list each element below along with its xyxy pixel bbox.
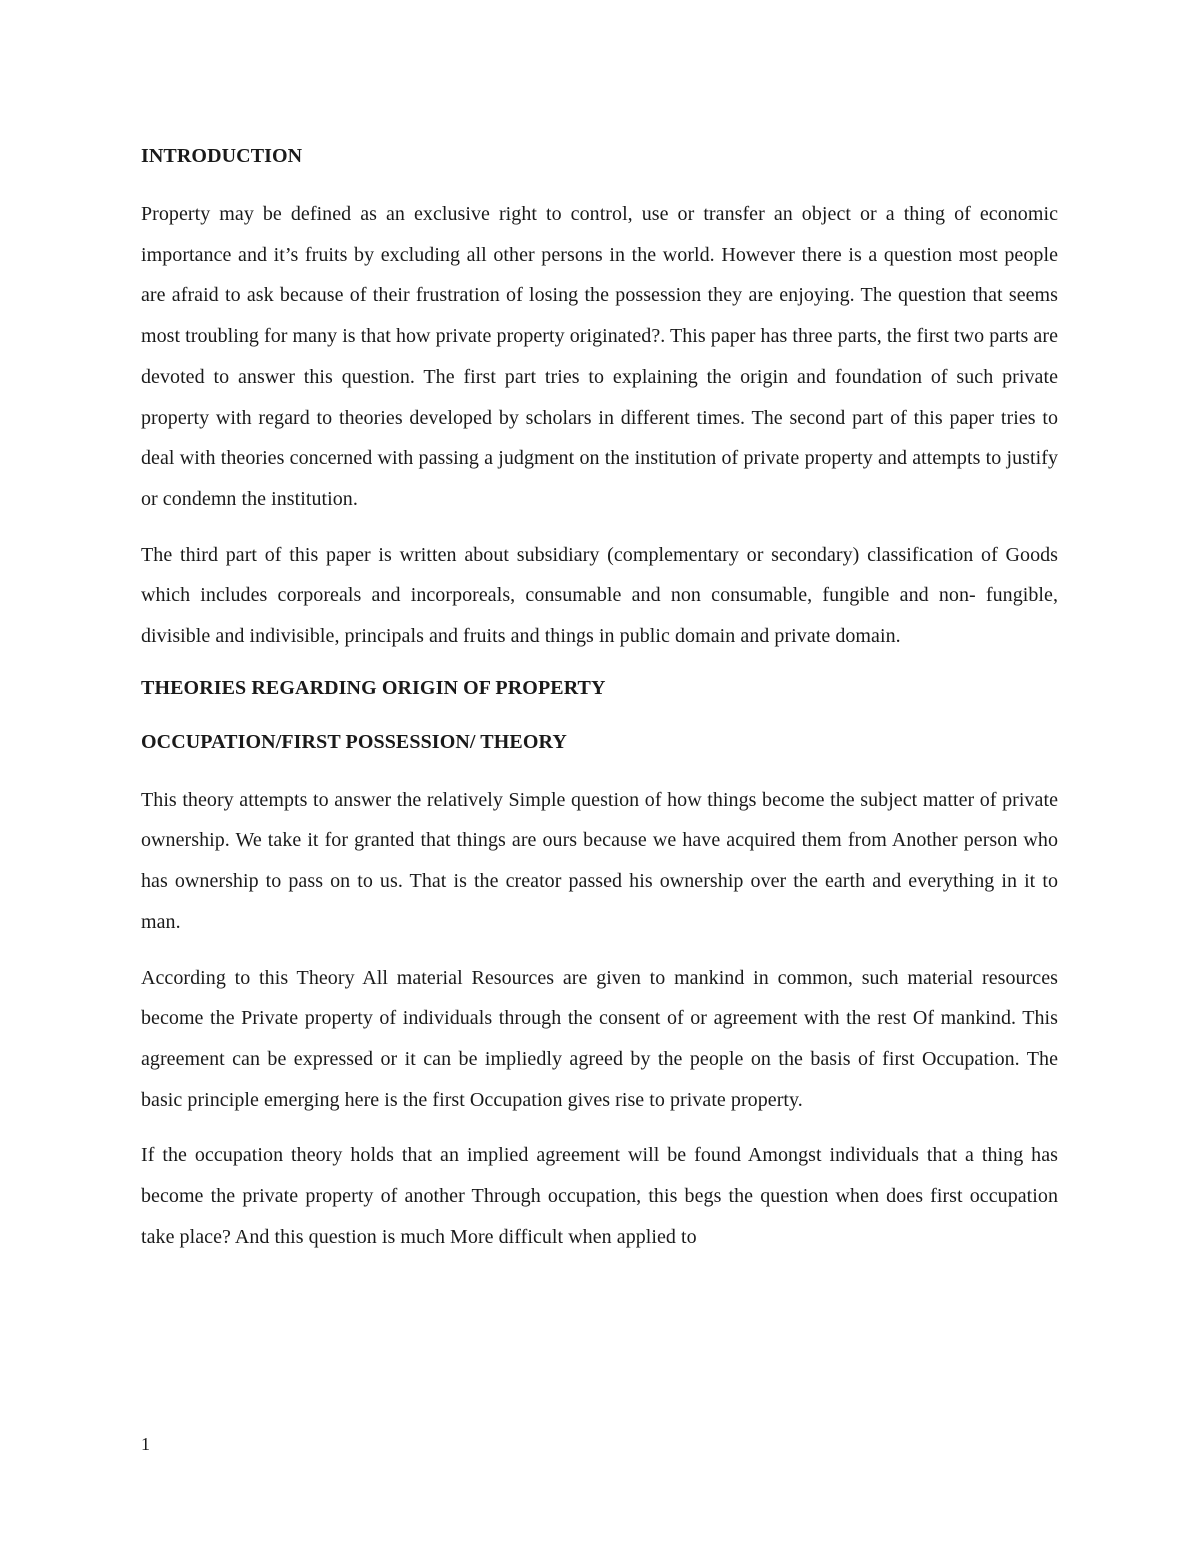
paragraph-occupation-intro: This theory attempts to answer the relatively Simple question of how things become the subject matter of private ownership. We take it for granted that things are ours because we have acquired them from Another person who has ownership to pass on to us. That is the creator passed his ownership over the earth and everything in it to man. [141,788,1058,933]
heading-occupation-theory: OCCUPATION/FIRST POSSESSION/ THEORY [141,730,567,753]
heading-theories-origin: THEORIES REGARDING ORIGIN OF PROPERTY [141,676,606,699]
page-content [141,140,1058,1272]
paragraph-occupation-agreement: According to this Theory All material Resources are given to mankind in common, such material resources become the Private property of individuals through the consent of or agreement with the rest Of mankind. This agreement can be expressed or it can be impliedly agreed by the people on the basis of first Occupation. The basic principle emerging here is the first Occupation gives rise to private property. [141,966,1058,1111]
heading-introduction: INTRODUCTION [141,145,303,167]
paragraph-intro-third-part: The third part of this paper is written about subsidiary (complementary or secondary) classification of Goods which includes corporeals and incorporeals, consumable and non consumable, fungible and non- fungible, divisible and indivisible, principals and fruits and things in public domain and private domain. [141,543,1058,648]
paragraph-intro-definition: Property may be defined as an exclusive right to control, use or transfer an object or a thing of economic importance and it’s fruits by excluding all other persons in the world. However there is a question most people are afraid to ask because of their frustration of losing the possession they are enjoying. The question that seems most troubling for many is that how private property originated?. This paper has three parts, the first two parts are devoted to answer this question. The first part tries to explaining the origin and foundation of such private property with regard to theories developed by scholars in different times. The second part of this paper tries to deal with theories concerned with passing a judgment on the institution of private property and attempts to justify or condemn the institution. [141,203,1058,510]
paragraph-occupation-question: If the occupation theory holds that an implied agreement will be found Amongst individuals that a thing has become the private property of another Through occupation, this begs the question when does first occupation take place? And this question is much More difficult when applied to [141,1144,1058,1248]
page-number: 1 [141,1434,150,1454]
